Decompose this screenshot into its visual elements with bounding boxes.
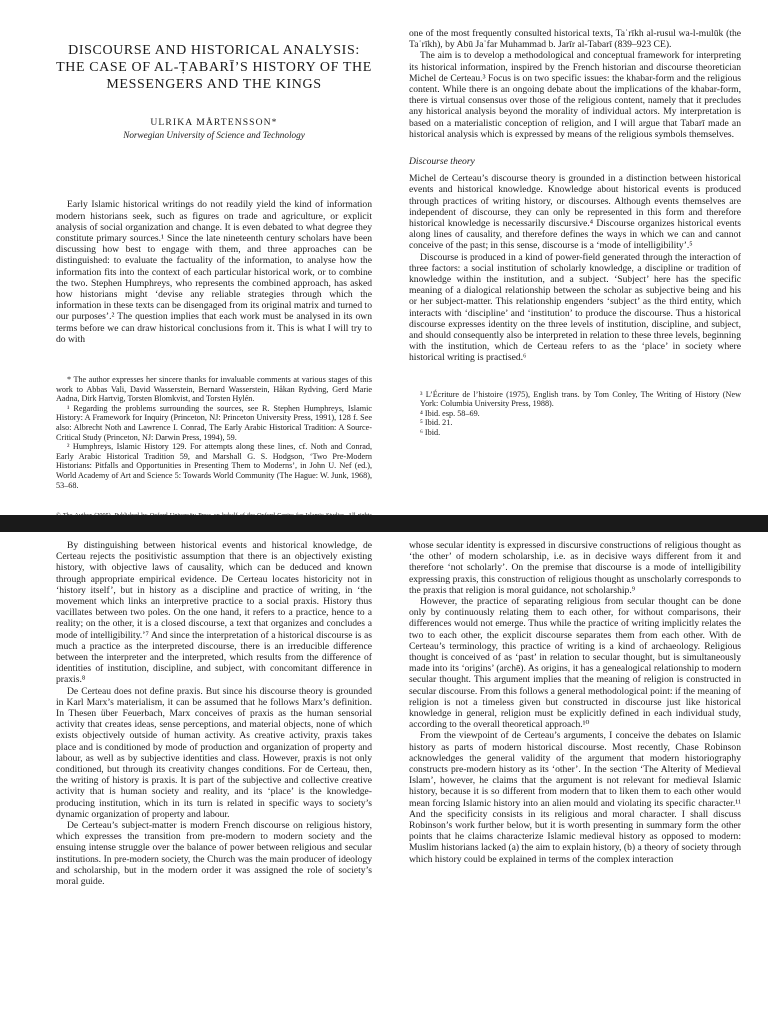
footnote: ⁵ Ibid. 21. [420, 418, 453, 428]
footnote: ³ L’Écriture de l’histoire (1975), English trans. by Tom Conley, The Writing of History (New York: Columbia University Press, 1988). [420, 389, 741, 409]
paragraph: By distinguishing between historical events and historical knowledge, de Certeau rejects the positivistic assumption that there is an objectively existing history, with objective laws of causality, which can be deduced and known through appropriate empirical evidence. De Certeau locates historicity not in ‘history itself’, but in history as a discipline and practice of writing, in ‘the movement which links an interpretive practice to a social praxis. History thus vacillates between two poles. On the one hand, it refers to a practice, hence to a reality; on the other, it is a closed discourse, a text that organizes and concludes a mode of intelligibility.’⁷ And since the interpretation of a historical discourse is as much a practice as the interpreted discourse, there is an irreducible difference between the interpreter and the interpreted, which results from the difference of identities of institution, discipline, and subject, with concomitant difference in praxis.⁸ [56, 540, 372, 686]
author-affiliation: Norwegian University of Science and Technology [123, 130, 305, 141]
paragraph: De Certeau’s subject-matter is modern French discourse on religious history, which expresses the transition from pre-modern to modern society and the ensuing intense struggle over the balance of power between religious and secular institutions. In pre-modern society, the Church was the main producer of ideology and scholarship, but in the modern order it was assigned the role of society’s moral guide. [56, 820, 372, 888]
footnote: * The author expresses her sincere thanks for invaluable comments at various stages of this work to Abbas Vali, David Wasserstein, Bernard Wasserstein, Håkan Rydving, Gerd Marie Aadna, Dirk Hartvig, Torsten Blomkvist, and Torsten Hylén. [56, 375, 372, 404]
footnote: ² Humphreys, Islamic History 129. For attempts along these lines, cf. Noth and Conrad, Early Arabic Historical Tradition 59, and Marshall G. S. Hodgson, ‘Two Pre-Modern Historians: Pitfalls and Opportunities in Presenting Them to Moderns’, in John U. Nef (ed.), World Academy of Art and Science 5: Towards World Community (The Hague: W. Junk, 1968), 53–68. [56, 442, 372, 490]
page-4 [409, 540, 741, 1024]
article-title: DISCOURSE AND HISTORICAL ANALYSIS: THE CASE OF AL-ṬABARĪ’S HISTORY OF THE MESSENGERS AND THE KINGS [56, 43, 372, 92]
page-3 [56, 540, 372, 1024]
paragraph: The aim is to develop a methodological and conceptual framework for interpreting its historical information, inspired by the French historian and discourse theoretician Michel de Certeau.³ Focus is on two specific issues: the khabar-form and the religious content. While there is an ongoing debate about the implications of the khabar-form, there is virtual consensus over those of the religious content, namely that it precludes any historical analysis beyond the morality of individual actors. My interpretation is based on a materialistic conception of religion, and I will argue that Tabarī made an historical analysis which is expressed by means of the religious symbols themselves. [409, 50, 741, 140]
paragraph: However, the practice of separating religious from secular thought can be done only by continuously relating them to each other, for without comparisons, their differences would not emerge. Thus while the practice of writing implicitly relates the two to each other, the explicit discourse separates them from each other. With de Certeau’s terminology, this practice of writing is a kind of archaeology. Religious thought is conceived of as ‘past’ in relation to secular thought, but is simultaneously made into its ‘origins’ (archē). As origins, it has a genealogical relationship to modern secular thought. This argument implies that the meaning of religion is constructed in secular discourse. From this follows a general methodological point: if the meaning of religion is not a timeless given but constructed in discourse just like historical knowledge in general, religion must be explicitly defined in each individual study, according to the overall theoretical approach.¹⁰ [409, 596, 741, 731]
page-2 [409, 28, 741, 506]
paragraph: De Certeau does not define praxis. But since his discourse theory is grounded in Karl Marx’s materialism, it can be assumed that he follows Marx’s definition. In Thesen über Feuerbach, Marx conceives of praxis as the human sensorial activity that creates ideas, sense perceptions, and material objects, none of which exists objectively outside of human activity. As creative activity, praxis takes place and is conditioned by mode of production and organization of property and labour, as well as by subjective identities and class. However, praxis is not only conditioned, but through its creativity changes conditions. For de Certeau, then, the writing of history is praxis. It is part of the subjective and collective creative activity that is human society and reality, and its ‘place’ is the knowledge-producing institution, which in its turn is related in specific ways to society’s dynamic organization of property and labour. [56, 685, 372, 820]
footnote: ¹ Regarding the problems surrounding the sources, see R. Stephen Humphreys, Islamic History: A Framework for Inquiry (Princeton, NJ: Princeton University Press, 1991), 128 f. See also: Albrecht Noth and Lawrence I. Conrad, The Early Arabic Historical Tradition: A Source-Critical Study (Princeton, NJ: Darwin Press, 1994), 59. [56, 403, 372, 442]
page-1-footnotes [56, 375, 372, 490]
page-2-section-body [409, 173, 741, 363]
paragraph: From the viewpoint of de Certeau’s arguments, I conceive the debates on Islamic history as parts of modern historical discourse. Most recently, Chase Robinson acknowledges the general validity of the argument that modern historiography constructs pre-modern history as its ‘other’. In the section ‘The Alterity of Medieval Islam’, however, he claims that the argument is not relevant for medieval Islamic history, because it is so different from modern that to liken them to each other would mean forcing Islamic history into an alien mould and violating its specific character.¹¹ And the specificity consists in its religious and moral character. I shall discuss Robinson’s work further below, but it is worth presenting in summary form the other points that he claims characterize Islamic medieval history as opposed to modern: Muslim historians lacked (a) the aim to explain history, (b) a theory of society through which history could be explained in terms of the complex interaction [409, 730, 741, 865]
paragraph: whose secular identity is expressed in discursive constructions of religious thought as ‘the other’ of modern scholarship, i.e. as in decisive ways different from it and therefore ‘not scholarly’. On the premise that discourse is a mode of intelligibility expressing praxis, this construction of religious thought as unscholarly corresponds to the praxis that religion is moral guidance, not scholarship.⁹ [409, 540, 741, 596]
paragraph: one of the most frequently consulted historical texts, Taʾrīkh al-rusul wa-l-mulūk (the Taʾrīkh), by Abū Jaʿfar Muhammad b. Jarīr al-Tabarī (839–923 CE). [409, 28, 741, 51]
page-3-body [56, 540, 372, 887]
paragraph: Michel de Certeau’s discourse theory is grounded in a distinction between historical events and historical knowledge. Knowledge about historical events is produced through practices of writing history, or discourses. Although events themselves are independent of discourse, they can only be represented in this form and therefore historical knowledge is necessarily discursive.⁴ Discourse organizes historical events along lines of causality, and therefore defines the ways in which we can and cannot conceive of the past; in this sense, discourse is a ‘mode of intelligibility’.⁵ [409, 173, 741, 252]
page-1-body [56, 199, 372, 345]
author-name: ULRIKA MÅRTENSSON* [150, 117, 278, 128]
section-heading: Discourse theory [409, 156, 475, 168]
page-2-footnotes [409, 390, 741, 438]
paragraph: Discourse is produced in a kind of power-field generated through the interaction of three factors: a social institution of scholarly knowledge, a discipline or tradition of knowledge within the institution, and a subject. ‘Subject’ here has the specific meaning of a dialogical relationship between the scholar as subjective being and his or her subject-matter. This relationship engenders ‘subject’ as the third entity, which interacts with ‘discipline’ and ‘institution’ to produce the discourse. Thus a historical discourse expresses identity on the three levels of institution, discipline, and subject, and should consequently also be interpreted in relation to these three levels, beginning with the institution, which de Certeau refers to as the ‘place’ in society where historical writing is practised.⁶ [409, 251, 741, 364]
page-1 [56, 16, 372, 506]
paragraph: Early Islamic historical writings do not readily yield the kind of information modern historians seek, such as figures on trade and agriculture, or explicit analysis of social organization and change. It is even debated to what degree they constitute primary sources.¹ Since the late nineteenth century scholars have been discussing how best to engage with them, and three approaches can be distinguished: to evaluate the factuality of the information, to analyse how the information fits into the context of each particular historical work, or to combine the two. Stephen Humphreys, who represents the combined approach, has asked how historians might ‘devise any reliable strategies through which the information in these texts can be disengaged from its original matrix and turned to our purposes’.² The question implies that each work must be analysed in its own terms before we can draw historical conclusions from it. This is what I will try to do with [56, 199, 372, 345]
page-2-body [409, 28, 741, 140]
footnote: ⁴ Ibid. esp. 58–69. [420, 408, 480, 418]
page-divider [0, 515, 768, 532]
footnote: ⁶ Ibid. [420, 428, 441, 438]
page-4-body [409, 540, 741, 865]
